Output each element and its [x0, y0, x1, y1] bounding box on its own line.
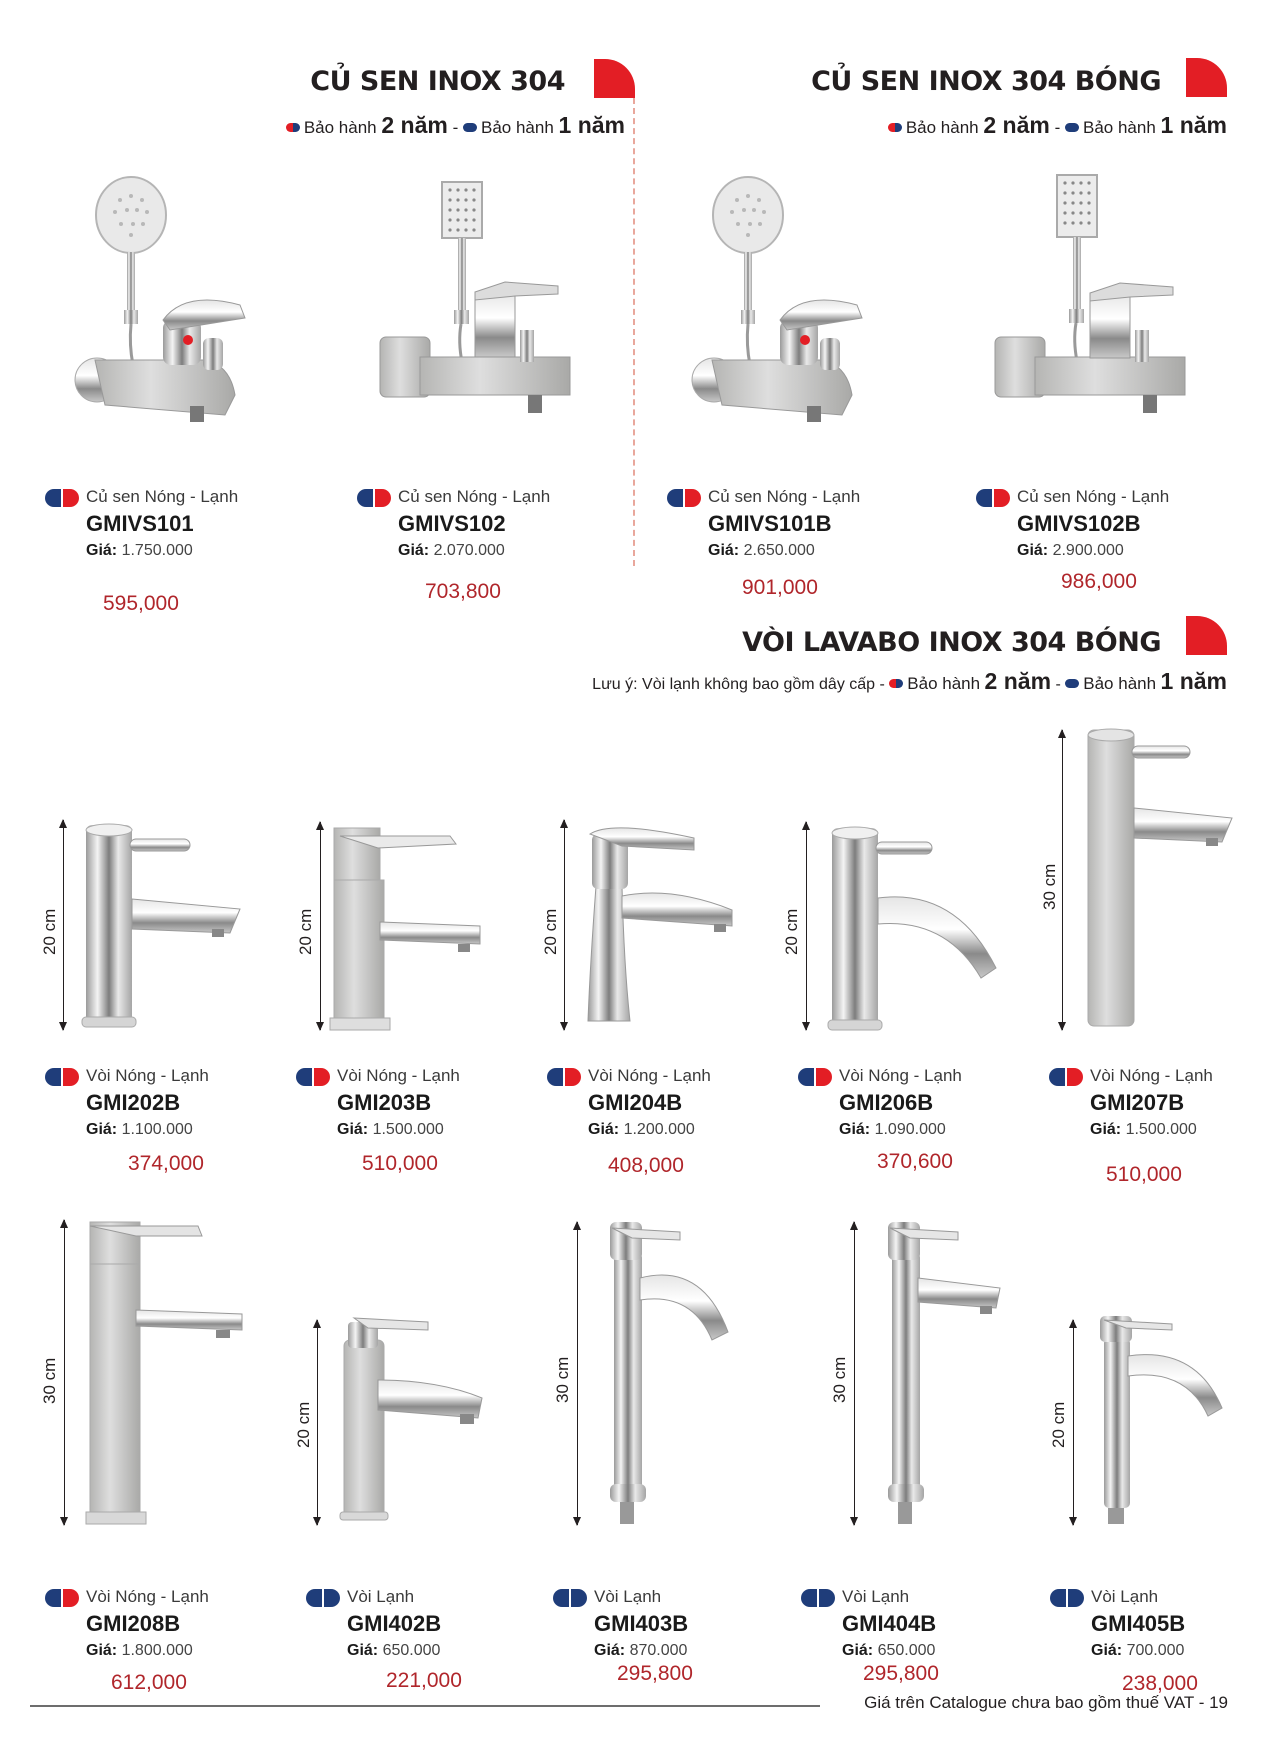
section-tab-marker — [594, 59, 635, 98]
product-code: GMI207B — [1090, 1090, 1185, 1115]
product-image-gmi405b — [1096, 1316, 1246, 1526]
product-type: Vòi Lạnh — [347, 1587, 415, 1606]
section-tab-marker — [1186, 58, 1227, 97]
promo-price: 612,000 — [111, 1671, 187, 1694]
warranty-value-hot-cold: 2 năm — [984, 668, 1052, 694]
height-label: 20 cm — [541, 908, 560, 955]
warranty-value-hot-cold: 2 năm — [983, 112, 1050, 138]
separator: - — [1055, 676, 1061, 693]
price-label: Giá: — [1091, 1642, 1123, 1659]
promo-price: 510,000 — [362, 1152, 438, 1175]
cold-dot-icon — [1065, 676, 1083, 693]
price-value: 2.070.000 — [433, 542, 505, 559]
footer-vat-note-page-number: Giá trên Catalogue chưa bao gồm thuế VAT - 19 — [864, 1693, 1228, 1712]
price-label: Giá: — [594, 1642, 626, 1659]
promo-price: 595,000 — [103, 592, 179, 615]
warranty-prefix: Bảo hành — [480, 118, 554, 137]
product-type: Vòi Lạnh — [1091, 1587, 1159, 1606]
price-value: 1.100.000 — [121, 1121, 193, 1138]
product-code: GMIVS102B — [1017, 511, 1141, 536]
section-title-shower-304: CỦ SEN INOX 304 — [310, 66, 565, 97]
height-label: 20 cm — [782, 908, 801, 955]
product-type: Vòi Nóng - Lạnh — [1090, 1066, 1213, 1085]
product-code: GMI206B — [839, 1090, 934, 1115]
price-value: 2.900.000 — [1052, 542, 1124, 559]
section-divider — [633, 98, 635, 566]
hot-cold-icon — [976, 489, 1010, 507]
product-code: GMIVS101B — [708, 511, 832, 536]
product-price — [588, 1121, 695, 1139]
hot-cold-icon — [547, 1068, 581, 1086]
product-code: GMI203B — [337, 1090, 432, 1115]
height-label: 30 cm — [553, 1356, 572, 1403]
product-price — [594, 1642, 687, 1660]
hot-cold-icon — [45, 1589, 79, 1607]
warranty-line-shower-304-glossy — [888, 112, 1227, 139]
promo-price: 370,600 — [877, 1150, 953, 1173]
product-image-gmi204b — [582, 826, 742, 1031]
price-label: Giá: — [708, 542, 740, 559]
hot-cold-dot-icon — [889, 676, 907, 693]
hot-cold-icon — [798, 1068, 832, 1086]
warranty-value-cold: 1 năm — [1160, 112, 1227, 138]
hot-cold-icon — [45, 1068, 79, 1086]
warranty-prefix: Bảo hành — [1082, 118, 1156, 137]
height-dimension-arrow — [1062, 730, 1063, 1030]
product-price — [1017, 542, 1124, 560]
cold-icon — [306, 1589, 340, 1607]
product-image-gmi402b — [338, 1314, 498, 1524]
separator: - — [1054, 118, 1061, 137]
product-code: GMIVS102 — [398, 511, 506, 536]
height-label: 20 cm — [296, 908, 315, 955]
cold-icon — [1050, 1589, 1084, 1607]
height-label: 20 cm — [1049, 1401, 1068, 1448]
product-type: Củ sen Nóng - Lạnh — [86, 487, 239, 506]
price-value: 650.000 — [382, 1642, 441, 1659]
section-title-shower-304-glossy: CỦ SEN INOX 304 BÓNG — [811, 66, 1161, 97]
product-price — [708, 542, 815, 560]
product-price — [398, 542, 505, 560]
price-label: Giá: — [337, 1121, 369, 1138]
product-price — [347, 1642, 440, 1660]
price-label: Giá: — [1090, 1121, 1122, 1138]
height-dimension-arrow — [320, 822, 321, 1030]
product-code: GMI208B — [86, 1611, 181, 1636]
note-text: Lưu ý: Vòi lạnh không bao gồm dây cấp - — [592, 676, 885, 693]
product-type: Vòi Nóng - Lạnh — [86, 1066, 209, 1085]
product-image-gmi404b — [880, 1222, 1030, 1527]
hot-cold-dot-icon — [286, 118, 304, 137]
product-price — [1091, 1642, 1184, 1660]
warranty-line-shower-304 — [286, 112, 625, 139]
product-price — [842, 1642, 935, 1660]
height-dimension-arrow — [577, 1222, 578, 1525]
warranty-prefix: Bảo hành — [303, 118, 377, 137]
warranty-prefix: Bảo hành — [907, 674, 981, 693]
promo-price: 901,000 — [742, 576, 818, 599]
hot-cold-icon — [1049, 1068, 1083, 1086]
price-value: 650.000 — [877, 1642, 936, 1659]
height-label: 20 cm — [40, 908, 59, 955]
product-price — [1090, 1121, 1197, 1139]
product-type: Vòi Nóng - Lạnh — [839, 1066, 962, 1085]
warranty-prefix: Bảo hành — [905, 118, 979, 137]
height-dimension-arrow — [564, 820, 565, 1030]
cold-dot-icon — [463, 118, 481, 137]
height-label: 30 cm — [40, 1357, 59, 1404]
promo-price: 295,800 — [863, 1662, 939, 1685]
product-type: Vòi Lạnh — [842, 1587, 910, 1606]
height-label: 20 cm — [294, 1401, 313, 1448]
height-label: 30 cm — [1040, 863, 1059, 910]
product-price — [337, 1121, 444, 1139]
product-image-round-shower-mixer — [75, 170, 295, 440]
hot-cold-icon — [45, 489, 79, 507]
product-image-gmi207b — [1082, 730, 1242, 1030]
height-dimension-arrow — [1073, 1320, 1074, 1525]
warranty-value-cold: 1 năm — [1160, 668, 1227, 694]
warranty-prefix: Bảo hành — [1083, 674, 1157, 693]
price-label: Giá: — [86, 1121, 118, 1138]
promo-price: 295,800 — [617, 1662, 693, 1685]
product-image-gmi203b — [330, 828, 490, 1033]
price-value: 870.000 — [629, 1642, 688, 1659]
warranty-value-cold: 1 năm — [558, 112, 625, 138]
price-value: 1.800.000 — [121, 1642, 193, 1659]
price-label: Giá: — [86, 542, 118, 559]
price-value: 1.500.000 — [1125, 1121, 1197, 1138]
product-price — [86, 1121, 193, 1139]
product-image-square-shower-mixer-glossy — [995, 175, 1215, 440]
hot-cold-icon — [667, 489, 701, 507]
product-image-round-shower-mixer-glossy — [692, 170, 912, 440]
cold-icon — [801, 1589, 835, 1607]
product-image-gmi403b — [602, 1222, 752, 1527]
price-label: Giá: — [839, 1121, 871, 1138]
lavabo-note-warranty — [592, 668, 1227, 695]
cold-icon — [553, 1589, 587, 1607]
product-image-square-shower-mixer — [380, 182, 600, 442]
price-value: 700.000 — [1126, 1642, 1185, 1659]
product-price — [86, 542, 193, 560]
promo-price: 703,800 — [425, 580, 501, 603]
product-type: Vòi Nóng - Lạnh — [588, 1066, 711, 1085]
product-type: Vòi Nóng - Lạnh — [86, 1587, 209, 1606]
price-label: Giá: — [86, 1642, 118, 1659]
product-type: Củ sen Nóng - Lạnh — [1017, 487, 1170, 506]
promo-price: 986,000 — [1061, 570, 1137, 593]
hot-cold-dot-icon — [888, 118, 906, 137]
hot-cold-icon — [357, 489, 391, 507]
promo-price: 221,000 — [386, 1669, 462, 1692]
product-image-gmi208b — [86, 1222, 246, 1527]
promo-price: 374,000 — [128, 1152, 204, 1175]
price-label: Giá: — [588, 1121, 620, 1138]
footer-rule — [30, 1705, 820, 1707]
separator: - — [452, 118, 459, 137]
price-value: 2.650.000 — [743, 542, 815, 559]
promo-price: 408,000 — [608, 1154, 684, 1177]
product-code: GMI202B — [86, 1090, 181, 1115]
product-code: GMI403B — [594, 1611, 689, 1636]
height-dimension-arrow — [806, 822, 807, 1030]
price-label: Giá: — [842, 1642, 874, 1659]
height-dimension-arrow — [854, 1222, 855, 1525]
product-image-gmi206b — [826, 828, 1006, 1033]
price-label: Giá: — [398, 542, 430, 559]
product-code: GMI204B — [588, 1090, 683, 1115]
product-code: GMI404B — [842, 1611, 937, 1636]
section-tab-marker — [1186, 616, 1227, 655]
height-dimension-arrow — [317, 1320, 318, 1525]
product-code: GMI402B — [347, 1611, 442, 1636]
promo-price: 238,000 — [1122, 1672, 1198, 1695]
product-code: GMI405B — [1091, 1611, 1186, 1636]
cold-dot-icon — [1065, 118, 1083, 137]
height-dimension-arrow — [64, 1220, 65, 1525]
price-value: 1.090.000 — [874, 1121, 946, 1138]
product-image-gmi202b — [80, 825, 250, 1030]
section-title-lavabo-304-glossy: VÒI LAVABO INOX 304 BÓNG — [742, 627, 1161, 658]
product-price — [86, 1642, 193, 1660]
product-price — [839, 1121, 946, 1139]
warranty-value-hot-cold: 2 năm — [381, 112, 448, 138]
height-label: 30 cm — [830, 1356, 849, 1403]
product-type: Vòi Nóng - Lạnh — [337, 1066, 460, 1085]
hot-cold-icon — [296, 1068, 330, 1086]
price-label: Giá: — [1017, 542, 1049, 559]
height-dimension-arrow — [63, 820, 64, 1030]
promo-price: 510,000 — [1106, 1163, 1182, 1186]
price-label: Giá: — [347, 1642, 379, 1659]
product-type: Vòi Lạnh — [594, 1587, 662, 1606]
price-value: 1.750.000 — [121, 542, 193, 559]
price-value: 1.500.000 — [372, 1121, 444, 1138]
product-type: Củ sen Nóng - Lạnh — [398, 487, 551, 506]
product-type: Củ sen Nóng - Lạnh — [708, 487, 861, 506]
product-code: GMIVS101 — [86, 511, 194, 536]
price-value: 1.200.000 — [623, 1121, 695, 1138]
